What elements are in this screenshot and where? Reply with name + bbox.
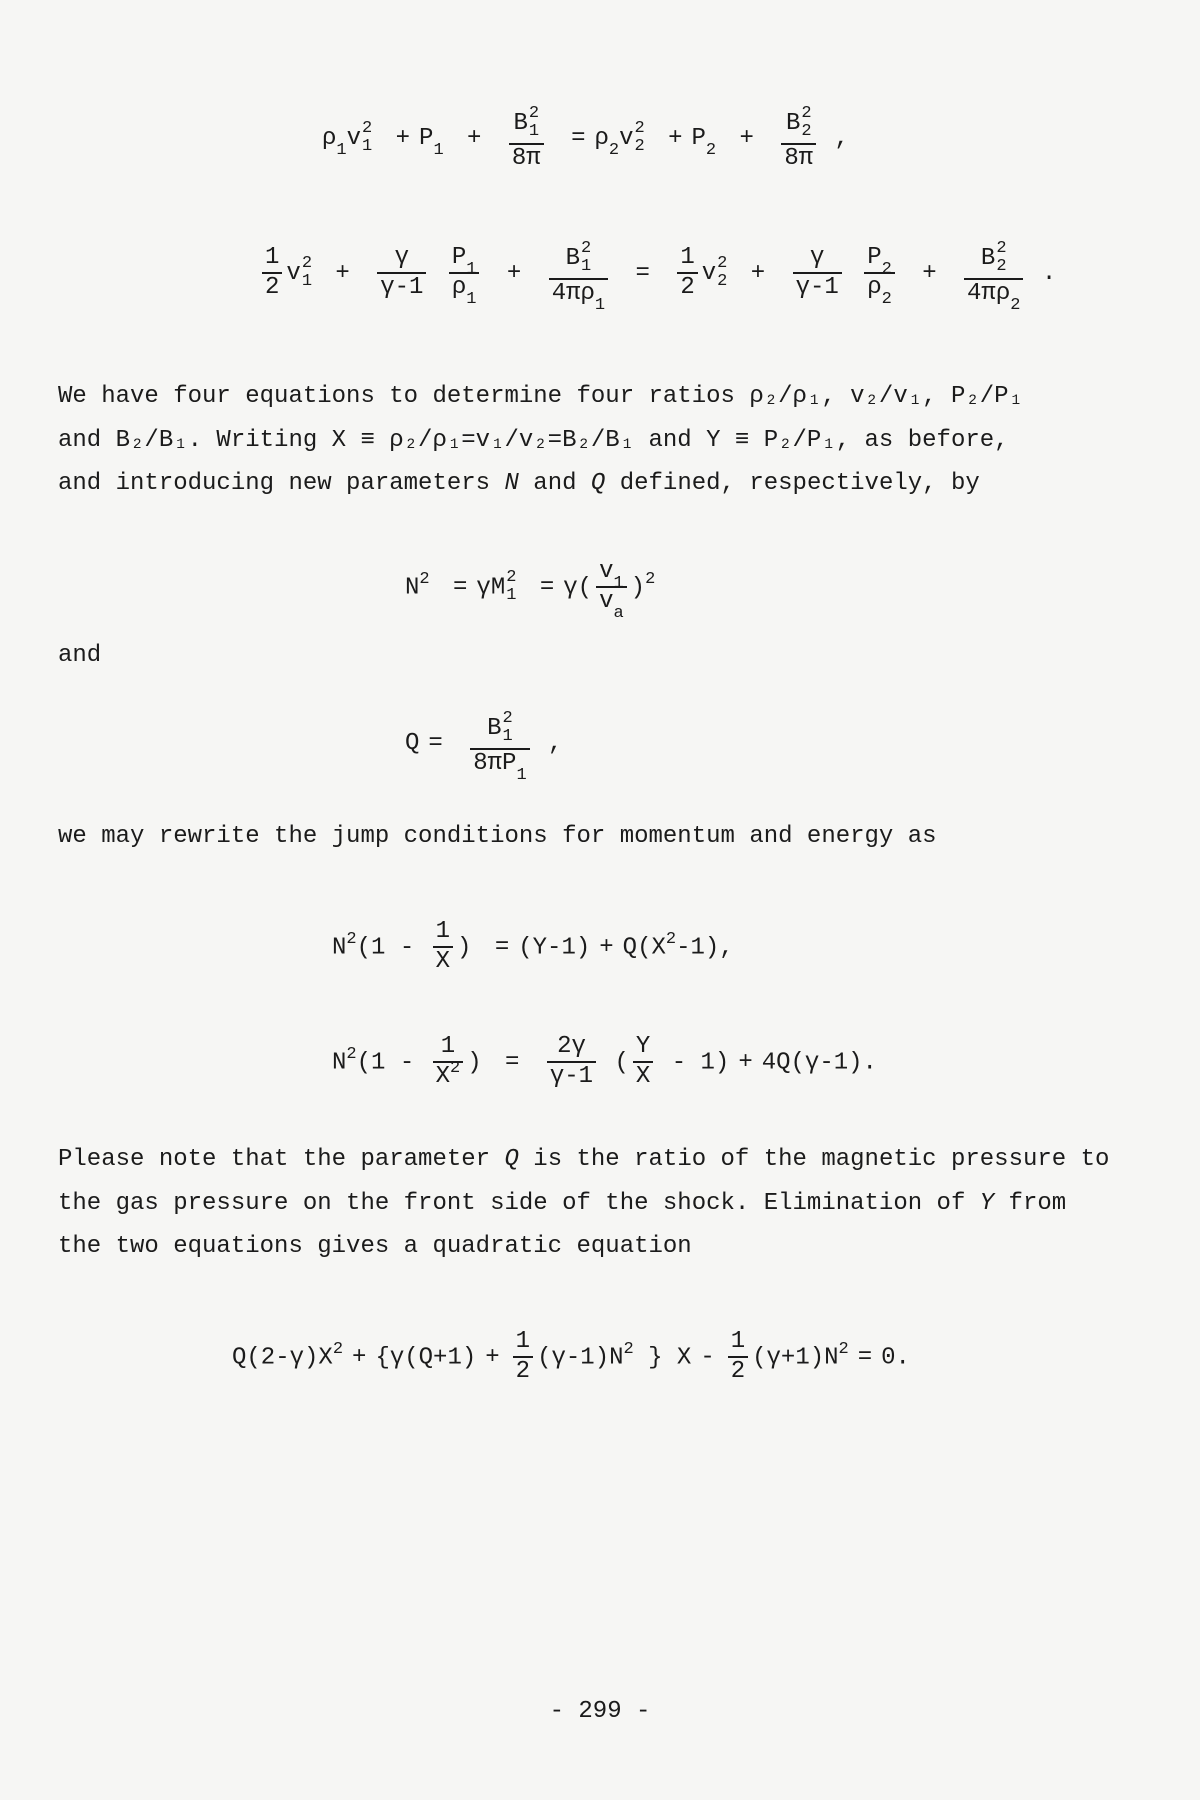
text-line: the gas pressure on the front side of the shock. Elimination of Y from [58, 1189, 1067, 1217]
text-line: Please note that the parameter Q is the ratio of the magnetic pressure to [58, 1146, 1110, 1173]
text-line: and B₂/B₁. Writing X ≡ ρ₂/ρ₁=v₁/v₂=B₂/B₁ and Y ≡ P₂/P₁, as before, [58, 426, 1009, 454]
equation-N-squared: $N^2 = \gamma M$ 2 1 = γ( $\frac{v_1}{v_a}$ )$^2$ [405, 558, 656, 623]
text-line: and introducing new parameters N and Q defined, respectively, by [58, 470, 980, 497]
text-line: We have four equations to determine four ratios ρ₂/ρ₁, v₂/v₁, P₂/P₁ [58, 383, 1023, 410]
text-line: the two equations gives a quadratic equation [58, 1233, 692, 1260]
paragraph-four-ratios [58, 375, 1118, 506]
equation-jump-energy: $N^2(1$ - $\frac{1}{X^2}$ ) = $\frac{2\gamma}{\gamma-1}$ ( $\frac{Y}{X}$ - 1) + 4Q(γ-1). [332, 1033, 877, 1090]
page-number: - 299 - [549, 1698, 651, 1725]
and-label: and [58, 642, 102, 669]
equation-quadratic: $Q(2-\gamma)X^2 + \{\gamma(Q+1)$ + $\frac{1}{2}$ $(\gamma-1)N^2$ } X - $\frac{1}{2}$ $(\gamma+1)N^2 = 0$. [232, 1328, 910, 1385]
equation-energy: $\frac{1}{2}$ v 2 1 + $\frac{\gamma}{\gamma-1}$ $\frac{P_1}{\rho_1}$ + B 2 1 $4\pi\rho_1$ = $\frac{1}{2}$ v 2 2 + $\frac{\gamma}{\gamma-1}$ $\frac{P_2}{\rho_2}$ + B 2 2 $4\pi\rho_2$ . [258, 240, 1056, 306]
paragraph-jump-conditions: we may rewrite the jump conditions for momentum and energy as [58, 823, 937, 850]
paragraph-note-Q [58, 1138, 1118, 1269]
equation-Q: Q = B 2 1 $8\pi P_1$ , [405, 709, 563, 785]
equation-momentum: $\rho_1v$ 2 1 + $P_1$ + B 2 1 8π = $\rho_2v$ 2 2 + $P_2$ + B 2 2 8π , [322, 104, 849, 172]
equation-jump-momentum: $N^2(1$ - $\frac{1}{X}$ ) = $(Y-1) + Q(X^2-1)$, [332, 918, 734, 975]
